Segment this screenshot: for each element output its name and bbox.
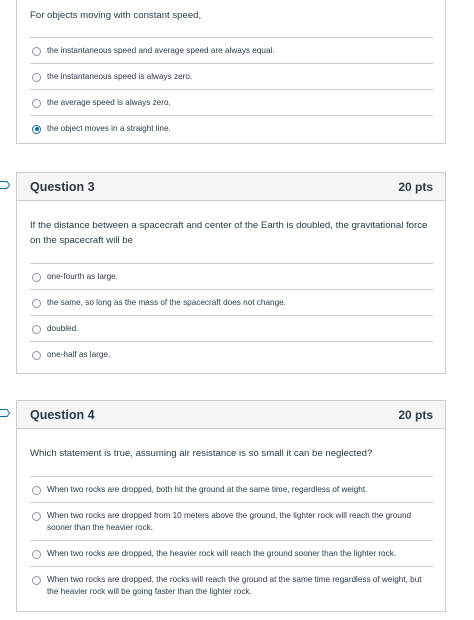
radio-button[interactable]	[32, 512, 41, 521]
radio-button[interactable]	[32, 325, 41, 334]
radio-button[interactable]	[32, 299, 41, 308]
question-2-answers	[30, 37, 433, 141]
radio-button[interactable]	[32, 73, 41, 82]
answer-label: When two rocks are dropped from 10 meters above the ground, the lighter rock will reach the ground sooner than the heavier rock.	[47, 511, 412, 532]
answer-option[interactable]	[30, 89, 433, 115]
question-flag-icon[interactable]	[0, 409, 10, 417]
radio-button[interactable]	[32, 576, 41, 585]
radio-button-selected[interactable]	[32, 125, 41, 134]
answer-label: the object moves in a straight line.	[47, 124, 171, 133]
answer-option[interactable]	[30, 37, 433, 63]
question-4-points: 20 pts	[398, 407, 433, 422]
question-2-card	[16, 0, 446, 144]
answer-label: When two rocks are dropped, the rocks will reach the ground at the same time regardless of weight, but the heavier rock will be going faster than the lighter rock.	[47, 575, 422, 596]
question-2-prompt: For objects moving with constant speed,	[30, 10, 202, 21]
radio-button[interactable]	[32, 47, 41, 56]
answer-label: one-half as large.	[47, 350, 111, 359]
question-flag-icon[interactable]	[0, 181, 10, 189]
question-3-answers	[30, 263, 433, 367]
question-3-body	[17, 201, 445, 367]
answer-label: the instantaneous speed is always zero.	[47, 72, 193, 81]
answer-option[interactable]	[30, 502, 433, 540]
answer-label: When two rocks are dropped, both hit the ground at the same time, regardless of weight.	[47, 485, 368, 494]
answer-option[interactable]	[30, 63, 433, 89]
question-3-points: 20 pts	[398, 179, 433, 194]
question-4-card	[16, 400, 446, 612]
answer-label: When two rocks are dropped, the heavier rock will reach the ground sooner than the lighter rock.	[47, 549, 397, 558]
answer-label: doubled.	[47, 324, 79, 333]
answer-label: the instantaneous speed and average speed are always equal.	[47, 46, 275, 55]
question-4-answers	[30, 476, 433, 604]
answer-option[interactable]	[30, 341, 433, 367]
answer-option[interactable]	[30, 263, 433, 289]
question-3-prompt: If the distance between a spacecraft and center of the Earth is doubled, the gravitational force on the spacecraft will be	[30, 220, 428, 246]
answer-option[interactable]	[30, 289, 433, 315]
answer-label: the same, so long as the mass of the spacecraft does not change.	[47, 298, 286, 307]
answer-label: the average speed is always zero.	[47, 98, 171, 107]
answer-option[interactable]	[30, 476, 433, 502]
question-2-body	[17, 0, 445, 141]
question-3-title: Question 3	[30, 179, 95, 194]
question-4-body	[17, 429, 445, 604]
radio-button[interactable]	[32, 99, 41, 108]
answer-option[interactable]	[30, 540, 433, 566]
question-4-prompt: Which statement is true, assuming air resistance is so small it can be neglected?	[30, 448, 373, 459]
radio-button[interactable]	[32, 550, 41, 559]
question-4-header	[17, 401, 445, 429]
question-3-header	[17, 173, 445, 201]
answer-option[interactable]	[30, 115, 433, 141]
answer-option[interactable]	[30, 566, 433, 604]
radio-button[interactable]	[32, 351, 41, 360]
question-3-card	[16, 172, 446, 374]
radio-button[interactable]	[32, 273, 41, 282]
question-4-title: Question 4	[30, 407, 95, 422]
answer-option[interactable]	[30, 315, 433, 341]
answer-label: one-fourth as large.	[47, 272, 119, 281]
radio-button[interactable]	[32, 486, 41, 495]
